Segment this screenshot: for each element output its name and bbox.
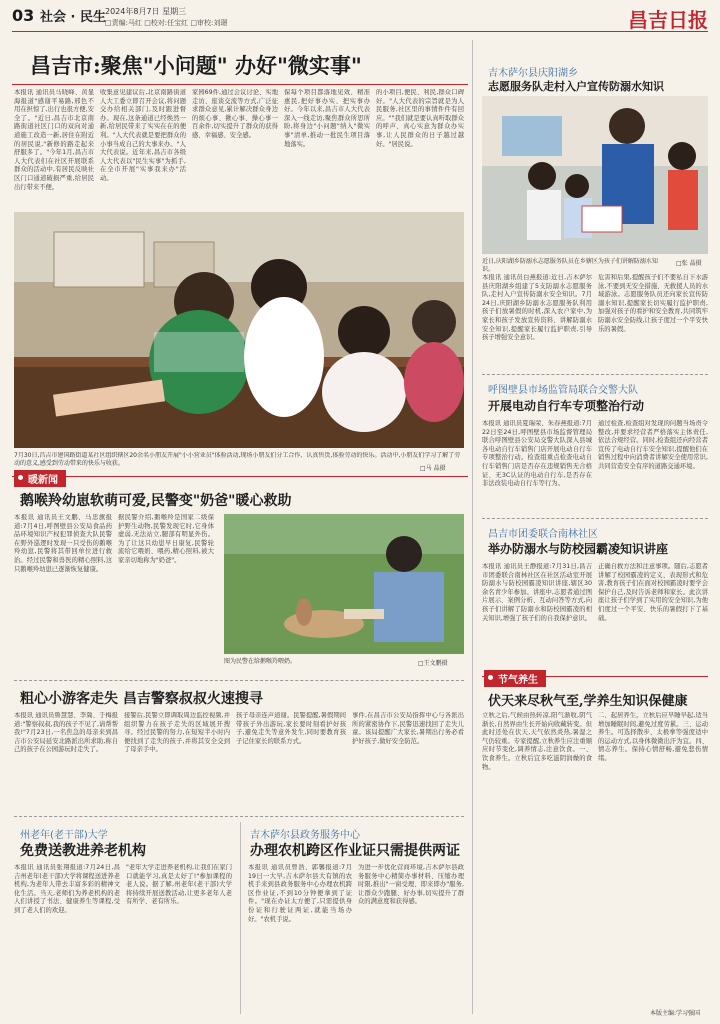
warm-news-photo-image (224, 514, 464, 654)
side2-headline: 开展电动自行车专项整治行动 (488, 399, 645, 413)
main-text-col5: 的小项目,便民、利民,群众口碑好。"人大代表的宗旨就是为人民服务,社区里的事情件件有回应。""我们就是要认真听取群众的呼声、真心实意为群众办实事,让人民群众的日子越过越好。"居民说。 (376, 89, 464, 148)
warm-news-text-col1: 本报讯 通讯员王文鹏、马忠旗报道:7月4日,呼图壁县公安局食品药品环境知识产权犯罪侦查大队民警在野外巡逻时发现一只受伤的鹅喉羚幼崽,民警将其带回单位进行救治。经过民警和兽医的精心照料,这只鹅喉羚幼崽已逐渐恢复健康。 (14, 514, 112, 573)
side3-text-col1: 本报讯 通讯员王静报道:7月31日,昌吉市团委联合南林社区在社区活动室开展防溺水与防校园霸凌知识讲座,辖区30余名青少年参加。讲座中,志愿者通过图片展示、案例分析、互动问答等方式,向孩子们讲解了防溺水和防校园霸凌的相关知识,增强了孩子们的自我保护意识。 (482, 563, 592, 622)
column-divider (472, 40, 473, 1014)
warm-news-text-col2: 据民警介绍,鹅喉羚是国家二级保护野生动物,民警发现它时,它身体虚弱,无法站立,腿部有明显外伤。为了让这只幼崽早日康复,民警轮流给它喂奶、喂药,精心照料,被大家亲切地称为"奶爸"。 (118, 514, 214, 564)
side1-photo (482, 96, 708, 254)
main-text-col1: 本报讯 通讯员马晓峰、黄显海报道"感谢平易路,邢色不用在担惊了,出行也很方便,安全了。"近日,昌吉市北京南路街道社区门口的双向对通道施工改造一新,居住在附近的居民说,"新修的路走起来舒服多了。"今年1月,昌吉市人大代表们在社区开展联系群众的活动中,有居民反映社区门口通道破损严重,给居民出行带来不便。 (14, 89, 94, 191)
kid-story-separator (14, 816, 464, 817)
warm-news-caption: 图为民警在给鹅喉羚喂奶。 (224, 658, 297, 665)
side2-text-col1: 本报讯 通讯员夏瑞荣、朱春燕报道:7月22日至24日,呼图壁县市场监督管理局联合呼图壁县公安局交警大队深入县城各电动自行车销售门店开展电动自行车专项整治行动。检查组重点检查电动自行车销售门店是否存在违规销售无合格证、无3C认证的电动自行车,是否存在非法改装电动自行车等行为。 (482, 420, 592, 488)
main-text-col2: 收集意见建议后,北京南路街道人大工委立即召开会议,将问题交办给相关部门,及时跟进督办。现在,这条通道已经焕然一新,给居民带来了实实在在的便利。"人大代表就是要把群众的小事当成自己的大事来办。"人大代表说。近年来,昌吉市各级人大代表以"民生实事"为抓手,在全市开展"实事我来办"活动。 (100, 89, 186, 182)
warm-news-rule (12, 476, 468, 477)
side1-separator (482, 374, 708, 375)
main-text-col4: 保每个项目都落地见效、精准惠民,把好事办实、把实事办好。今年以来,昌吉市人大代表深入一线走访,聚焦群众所思所盼,将身边"小问题"纳入"微实事"清单,推动一批民生项目落地落实。 (284, 89, 370, 148)
elderly-headline: 免费送教进养老机构 (20, 843, 146, 859)
gov-text-col1: 本报讯 通讯员曾浩、郭馨报道:7月19日一大早,吉木萨尔县大有镇的农机手来到县政务服务中心办理农机跨区作业证,不到10分钟便拿到了证件。"现在办证太方便了,只需提供身份证和行驶证两证,就能当场办好。"农机手说。 (248, 864, 352, 923)
kid-story-headline: 粗心小游客走失 昌吉警察叔叔火速搜寻 (20, 691, 263, 707)
main-photo-credit: □马 晶摄 (420, 465, 446, 472)
side1-photo-image (482, 96, 708, 254)
health-text-col1: 立秋之后,气候由热转凉,阳气渐收,阴气渐长,自然界由生长开始向收藏转变。但此时还处在伏天,天气依然炎热,暑湿之气仍较重。专家提醒,立秋养生应注重顺应时节变化,调养情志,注意饮食。一、饮食养生。立秋后宜多吃滋阴润燥的食物。 (482, 712, 592, 771)
kid-story-text-col4: 事件,在昌吉市公安局指挥中心与各派出所的紧密协作下,民警迅速找回了走失儿童。该局提醒广大家长,暑期出行务必看护好孩子,做好安全防范。 (352, 712, 464, 745)
kid-story-text-col2: 接警后,民警立即调取周边监控视频,并组织警力在孩子走失的区域展开搜寻。经过民警的努力,在短短半小时内便找到了走失的孩子,并将其安全交到了母亲手中。 (124, 712, 230, 754)
health-tag: 节气养生 (484, 670, 546, 687)
elderly-text-col1: 本报讯 通讯员张翔报道:7月24日,昌吉州老年(老干部)大学将课程送进养老机构,为老年人带去丰富多彩的精神文化生活。当天,老师们为养老机构的老人们讲授了书法、健康养生等课程,受到了老人们的欢迎。 (14, 864, 120, 914)
side1-text-col1: 本报讯 通讯员白燕报道:近日,吉木萨尔县庆阳湖乡组建了5支防溺水志愿服务队,走村入户宣传防溺水安全知识。7月24日,庆阳湖乡防溺水志愿服务队利用孩子们放暑假的时机,深入农户家中,为家长和孩子发放宣传资料、讲解防溺水安全知识,提醒家长履行监护职责,引导孩子增强安全意识。 (482, 274, 592, 342)
side1-text-col2: 危害和后果,提醒孩子们不要私自下水游泳,不要到无安全措施、无救援人员的水域游泳。志愿服务队员还向家长宣传防溺水知识,提醒家长切实履行监护职责,加强对孩子的看护和安全教育,共同筑牢防溺水安全防线,让孩子度过一个平安快乐的暑假。 (598, 274, 708, 333)
gov-headline: 办理农机跨区作业证只需提供两证 (250, 843, 460, 859)
warm-news-tag: 暖新闻 (14, 470, 66, 487)
elderly-text-col2: "老年大学走进养老机构,让我们在家门口就能学习,真是太好了!"参加课程的老人说。据了解,州老年(老干部)大学将持续开展送教活动,让更多老年人老有所学、老有所乐。 (126, 864, 232, 906)
warm-news-photo (224, 514, 464, 654)
editor-credits: □责编:马红 □校对:任宝红 □审校:刘璟 (105, 19, 228, 27)
kid-story-text-col3: 孩子母亲连声道谢。民警提醒,暑假期间带孩子外出游玩,家长要时刻看护好孩子,避免走失等意外发生,同时要教育孩子记住家长的联系方式。 (236, 712, 346, 745)
page-number: 03 (12, 6, 35, 25)
section-name: 社会 · 民生 (40, 10, 106, 25)
elderly-kicker: 州老年(老干部)大学 (20, 830, 108, 841)
main-photo-image (14, 212, 464, 448)
gov-kicker: 吉木萨尔县政务服务中心 (250, 830, 360, 841)
side3-headline: 举办防溺水与防校园霸凌知识讲座 (488, 542, 669, 556)
side3-text-col2: 正确自救方法和注意事项。随后,志愿者讲解了校园霸凌的定义、表现形式和危害,教育孩子们在面对校园霸凌时要学会保护自己,及时告诉老师和家长。此次讲座让孩子们学到了实用的安全知识,为他们度过一个平安、快乐的暑假打下了基础。 (598, 563, 708, 622)
side2-separator (482, 518, 708, 519)
warm-news-headline: 鹅喉羚幼崽软萌可爱,民警变"奶爸"暖心救助 (20, 493, 292, 509)
issue-date: 2024年8月7日 星期三 (105, 7, 187, 16)
header-rule (12, 31, 708, 32)
warm-news-credit: □王文鹏摄 (418, 660, 448, 667)
warm-news-separator (14, 680, 464, 681)
main-headline: 昌吉市:聚焦"小问题" 办好"微实事" (30, 53, 362, 78)
main-headline-rule (12, 84, 468, 85)
side1-headline: 志愿服务队走村入户宣传防溺水知识 (488, 80, 664, 93)
main-photo-caption: 7月30日,昌吉市建国路街道某社区组织辖区20余名小朋友开展"小小营业员"体验活动,现场小朋友们分工合作、认真售货,体验劳动的快乐。活动中,小朋友们学习了解了劳动的意义,感受到劳动带来的快乐与收获。 (14, 452, 461, 467)
page-footer: 本版主编:学习强国 (650, 1010, 701, 1017)
kid-story-text-col1: 本报讯 通讯员鲁慧慧、李冀、于梅报道:"警察叔叔,我的孩子不见了,请帮帮我!"7月23日,一名焦急的母亲来到昌吉市公安局延安北路派出所求助,称自己的孩子在公园游玩时走失了。 (14, 712, 118, 754)
newspaper-logo: 昌吉日报 (628, 8, 708, 32)
health-text-col2: 二、起居养生。立秋后应早睡早起,适当增加睡眠时间,避免过度劳累。三、运动养生。可选择散步、太极拳等强度适中的运动方式,以身体微微出汗为宜。四、情志养生。保持心情舒畅,避免悲伤情绪。 (598, 712, 708, 762)
page-header (0, 0, 720, 34)
side2-text-col2: 通过检查,检查组对发现的问题当场责令整改,并要求经营者严格落实主体责任,依法合规经营。同时,检查组还向经营者宣传了电动自行车安全知识,提醒他们在销售过程中向消费者讲解安全使用常识,共同营造安全有序的道路交通环境。 (598, 420, 708, 470)
main-text-col3: 家园69件,通过会议讨论、实地走访、座谈交流等方式,广泛征求群众意见,累计解决群众身边的烦心事、揪心事、操心事一百余件,切实提升了群众的获得感、幸福感、安全感。 (192, 89, 278, 139)
side3-kicker: 昌吉市团委联合南林社区 (488, 529, 598, 540)
main-photo (14, 212, 464, 448)
bottom-column-divider (240, 822, 241, 1014)
side1-caption: 近日,庆阳湖乡防溺水志愿服务队员在乡辖区为孩子们讲解防溺水知识。 (482, 258, 658, 273)
side2-kicker: 呼图壁县市场监管局联合交警大队 (488, 385, 638, 396)
gov-text-col2: 为进一步优化营商环境,吉木萨尔县政务服务中心精简办事材料、压缩办理时限,推出"一窗受理、即来即办"服务,让群众少跑腿、好办事,切实提升了群众的满意度和获得感。 (358, 864, 464, 906)
side1-credit: □张 晶摄 (676, 260, 702, 267)
side1-kicker: 吉木萨尔县庆阳湖乡 (488, 68, 578, 79)
health-headline: 伏天来尽秋气至,学养生知识保健康 (488, 694, 688, 709)
